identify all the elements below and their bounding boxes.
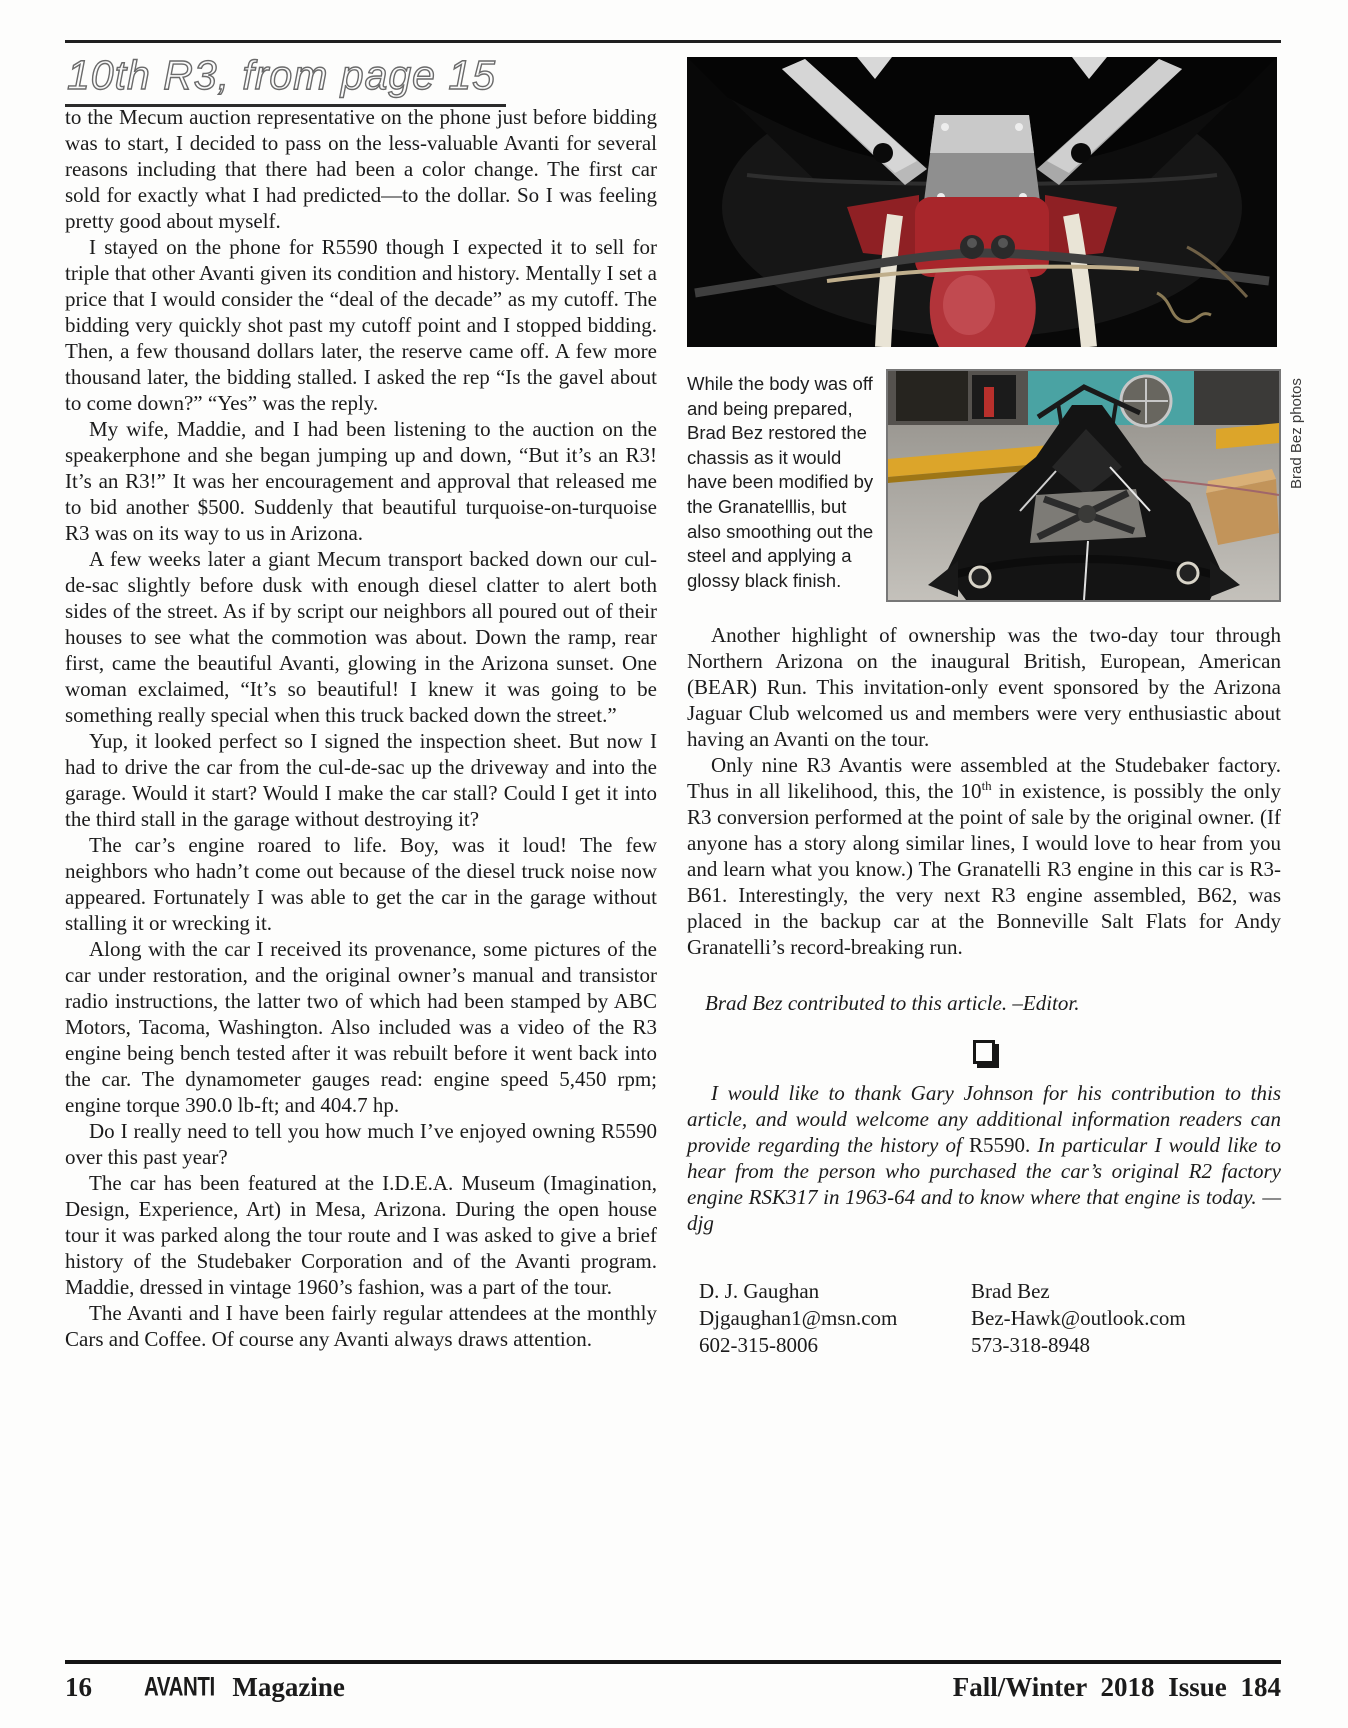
acknowledgment-text: I would like to thank Gary Johnson for his contribution to this article, and would welcome any additional information readers can provide regarding the history of [687,1081,1281,1157]
article-right-column [687,622,1281,1359]
end-of-article-icon [973,1040,995,1064]
contact-phone: 602-315-8006 [699,1333,818,1357]
photo-credit: Brad Bez photos [1288,378,1305,489]
article-left-column [65,104,657,1352]
issue-label: Fall/Winter 2018 Issue 184 [952,1672,1281,1702]
article-paragraph: Along with the car I received its provenance, some pictures of the car under restoration, and the original owner’s manual and transistor radio instructions, the latter two of which had been stamped by ABC Motors, Tacoma, Washington. Also included was a video of the R3 engine being bench tested after it was rebuilt before it went back into the car. The dynamometer gauges read: engine speed 5,450 rpm; engine torque 390.0 lb-ft; and 404.7 hp. [65,937,657,1117]
footer [65,1672,1281,1703]
ordinal-superscript: th [981,778,992,793]
contact-block [687,1278,1281,1359]
article-paragraph: to the Mecum auction representative on the phone just before bidding was to start, I decided to pass on the less-valuable Avanti for several reasons including that there had been a color change. The first car sold for exactly what I had predicted—to the dollar. So I was feeling pretty good about myself. [65,105,657,233]
contact-entry [699,1278,971,1359]
contact-email: Bez-Hawk@outlook.com [971,1306,1186,1330]
acknowledgment-text: In particular I would like to hear from the person who purchased the car’s original R2 factory engine RSK317 in 1963-64 and to know where that engine is today. —djg [687,1133,1281,1235]
acknowledgment-paragraph [687,1080,1281,1236]
article-paragraph [687,752,1281,960]
magazine-name: Magazine [232,1672,345,1702]
article-paragraph: The car has been featured at the I.D.E.A. Museum (Imagination, Design, Experience, Art) in Mesa, Arizona. During the open house tour it was parked along the tour route and I was asked to give a brief history of the Studebaker Corporation and of the Avanti program. Maddie, dressed in vintage 1960’s fashion, was a part of the tour. [65,1171,657,1299]
top-rule [65,40,1281,43]
car-id-text: R5590. [969,1133,1031,1157]
article-paragraph: I stayed on the phone for R5590 though I expected it to sell for triple that other Avanti given its condition and history. Mentally I set a price that I would consider the “deal of the decade” as my cutoff. The bidding very quickly shot past my cutoff point and I stopped bidding. Then, a few thousand dollars later, the reserve came off. A few more thousand later, the bidding stalled. I asked the rep “Is the gavel about to come down?” “Yes” was the reply. [65,235,657,415]
contact-name: Brad Bez [971,1279,1050,1303]
article-paragraph: Do I really need to tell you how much I’ve enjoyed owning R5590 over this past year? [65,1119,657,1169]
article-paragraph: The car’s engine roared to life. Boy, was it loud! The few neighbors who hadn’t come out because of the diesel truck noise now appeared. Fortunately I was able to get the car in the garage without stalling it or wrecking it. [65,833,657,935]
contact-email: Djgaughan1@msn.com [699,1306,898,1330]
article-paragraph: A few weeks later a giant Mecum transport backed down our cul-de-sac slightly before dusk with enough diesel clatter to alert both sides of the street. As if by script our neighbors all poured out of their houses to see what the commotion was about. Down the ramp, rear first, came the beautiful Avanti, glowing in the Arizona sunset. One woman exclaimed, “It’s so beautiful! I knew it was going to be something really special when this truck backed down the street.” [65,547,657,727]
article-paragraph: My wife, Maddie, and I had been listening to the auction on the speakerphone and she began jumping up and down, “But it’s an R3! It’s an R3!” It was her encouragement and approval that released me to bid another $500. Suddenly that beautiful turquoise-on-turquoise R3 was on its way to us in Arizona. [65,417,657,545]
photo-caption: While the body was off and being prepared, Brad Bez restored the chassis as it would have been modified by the Granatelllis, but also smoothing out the steel and applying a glossy black finish. [687,373,874,591]
photo-restored-chassis [886,369,1281,602]
article-paragraph: The Avanti and I have been fairly regular attendees at the monthly Cars and Coffee. Of course any Avanti always draws attention. [65,1301,657,1351]
photo-car-underside [687,57,1277,347]
footer-rule [65,1660,1281,1664]
article-paragraph: Yup, it looked perfect so I signed the inspection sheet. But now I had to drive the car from the cul-de-sac up the driveway and into the garage. Would it start? Would I make the car stall? Could I get it into the third stall in the garage without destroying it? [65,729,657,831]
page-title: 10th R3, from page 15 [65,52,506,107]
article-paragraph: Another highlight of ownership was the two-day tour through Northern Arizona on the inaugural British, European, American (BEAR) Run. This invitation-only event sponsored by the Arizona Jaguar Club welcomed us and members were very enthusiastic about having an Avanti on the tour. [687,623,1281,751]
magazine-brand: AVANTI [144,1671,215,1702]
editor-note: Brad Bez contributed to this article. –Editor. [705,991,1080,1015]
contact-phone: 573-318-8948 [971,1333,1090,1357]
page-number: 16 [65,1672,92,1702]
contact-entry [971,1278,1243,1359]
paragraph-text: Only nine R3 Avantis were assembled at the Studebaker factory. Thus in all likelihood, this, the 10 [687,753,1281,803]
paragraph-text: in existence, is possibly the only R3 conversion performed at the point of sale by the original owner. (If anyone has a story along similar lines, I would love to hear from you and learn what you know.) The Granatelli R3 engine in this car is R3-B61. Interestingly, the very next R3 engine assembled, B62, was placed in the backup car at the Bonneville Salt Flats for Andy Granatelli’s record-breaking run. [687,779,1281,959]
contact-name: D. J. Gaughan [699,1279,820,1303]
